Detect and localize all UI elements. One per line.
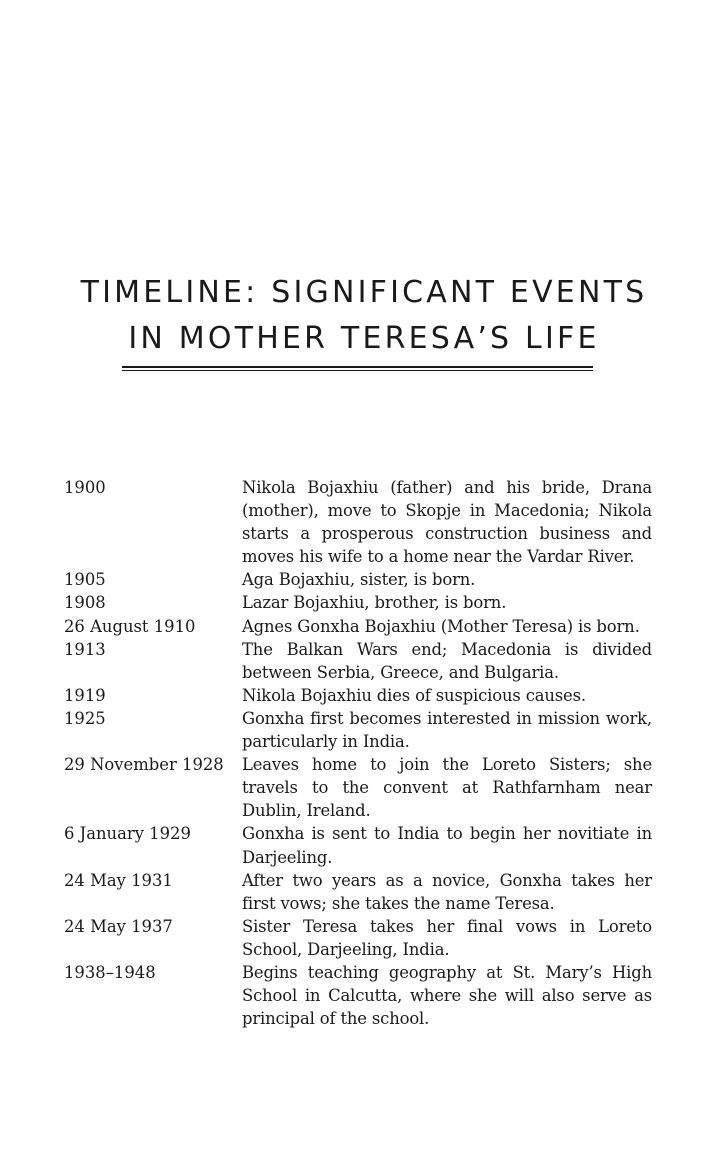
timeline-event: Lazar Bojaxhiu, brother, is born. xyxy=(242,593,507,613)
timeline-date: 1938–1948 xyxy=(64,962,156,982)
timeline-event: Agnes Gonxha Bojaxhiu (Mother Teresa) is born. xyxy=(242,616,640,636)
timeline-date: 1913 xyxy=(64,639,106,659)
timeline-date: 24 May 1937 xyxy=(64,916,173,936)
timeline-event: Leaves home to join the Loreto Sisters; she travels to the convent at Rathfarnham near Dublin, Ireland. xyxy=(242,755,652,821)
timeline-event: The Balkan Wars end; Macedonia is divided between Serbia, Greece, and Bulgaria. xyxy=(242,639,652,682)
timeline-event: Begins teaching geography at St. Mary’s High School in Calcutta, where she will also serve as principal of the school. xyxy=(242,962,652,1029)
timeline-date: 1900 xyxy=(64,478,106,497)
timeline-date: 1908 xyxy=(64,593,106,613)
timeline-row xyxy=(64,591,652,614)
title-line-1: TIMELINE: SIGNIFICANT EVENTS xyxy=(80,275,648,310)
timeline-row xyxy=(64,615,652,638)
timeline-row xyxy=(64,684,652,707)
timeline-list xyxy=(64,476,652,1030)
timeline-date: 26 August 1910 xyxy=(64,616,196,636)
timeline-row xyxy=(64,822,652,868)
timeline-row xyxy=(64,568,652,591)
timeline-row xyxy=(64,869,652,915)
timeline-row xyxy=(64,476,652,568)
timeline-date: 6 January 1929 xyxy=(64,824,191,844)
timeline-event: Gonxha first becomes interested in mission work, particularly in India. xyxy=(242,708,652,752)
timeline-event: Aga Bojaxhiu, sister, is born. xyxy=(242,570,476,590)
title-double-rule xyxy=(122,366,593,372)
timeline-row xyxy=(64,707,652,753)
title-line-2: IN MOTHER TERESA’S LIFE xyxy=(128,321,600,356)
rule-thin-line xyxy=(122,370,593,371)
timeline-row xyxy=(64,915,652,961)
timeline-date: 1919 xyxy=(64,685,106,705)
timeline-date: 24 May 1931 xyxy=(64,870,173,890)
timeline-event: After two years as a novice, Gonxha takes her first vows; she takes the name Teresa. xyxy=(242,870,652,913)
timeline-date: 1925 xyxy=(64,708,106,728)
timeline-row xyxy=(64,753,652,822)
page-title xyxy=(40,270,688,362)
timeline-event: Nikola Bojaxhiu (father) and his bride, Drana (mother), move to Skopje in Macedonia; Nikola starts a prosperous construction business and moves his wife to a home near the Vardar River. xyxy=(242,478,652,567)
rule-thick-line xyxy=(122,366,593,368)
timeline-date: 29 November 1928 xyxy=(64,755,224,775)
timeline-event: Nikola Bojaxhiu dies of suspicious causes. xyxy=(242,685,586,705)
timeline-event: Sister Teresa takes her final vows in Loreto School, Darjeeling, India. xyxy=(242,916,652,959)
timeline-row xyxy=(64,638,652,684)
timeline-row xyxy=(64,961,652,1030)
timeline-date: 1905 xyxy=(64,570,106,590)
timeline-event: Gonxha is sent to India to begin her novitiate in Darjeeling. xyxy=(242,824,652,867)
